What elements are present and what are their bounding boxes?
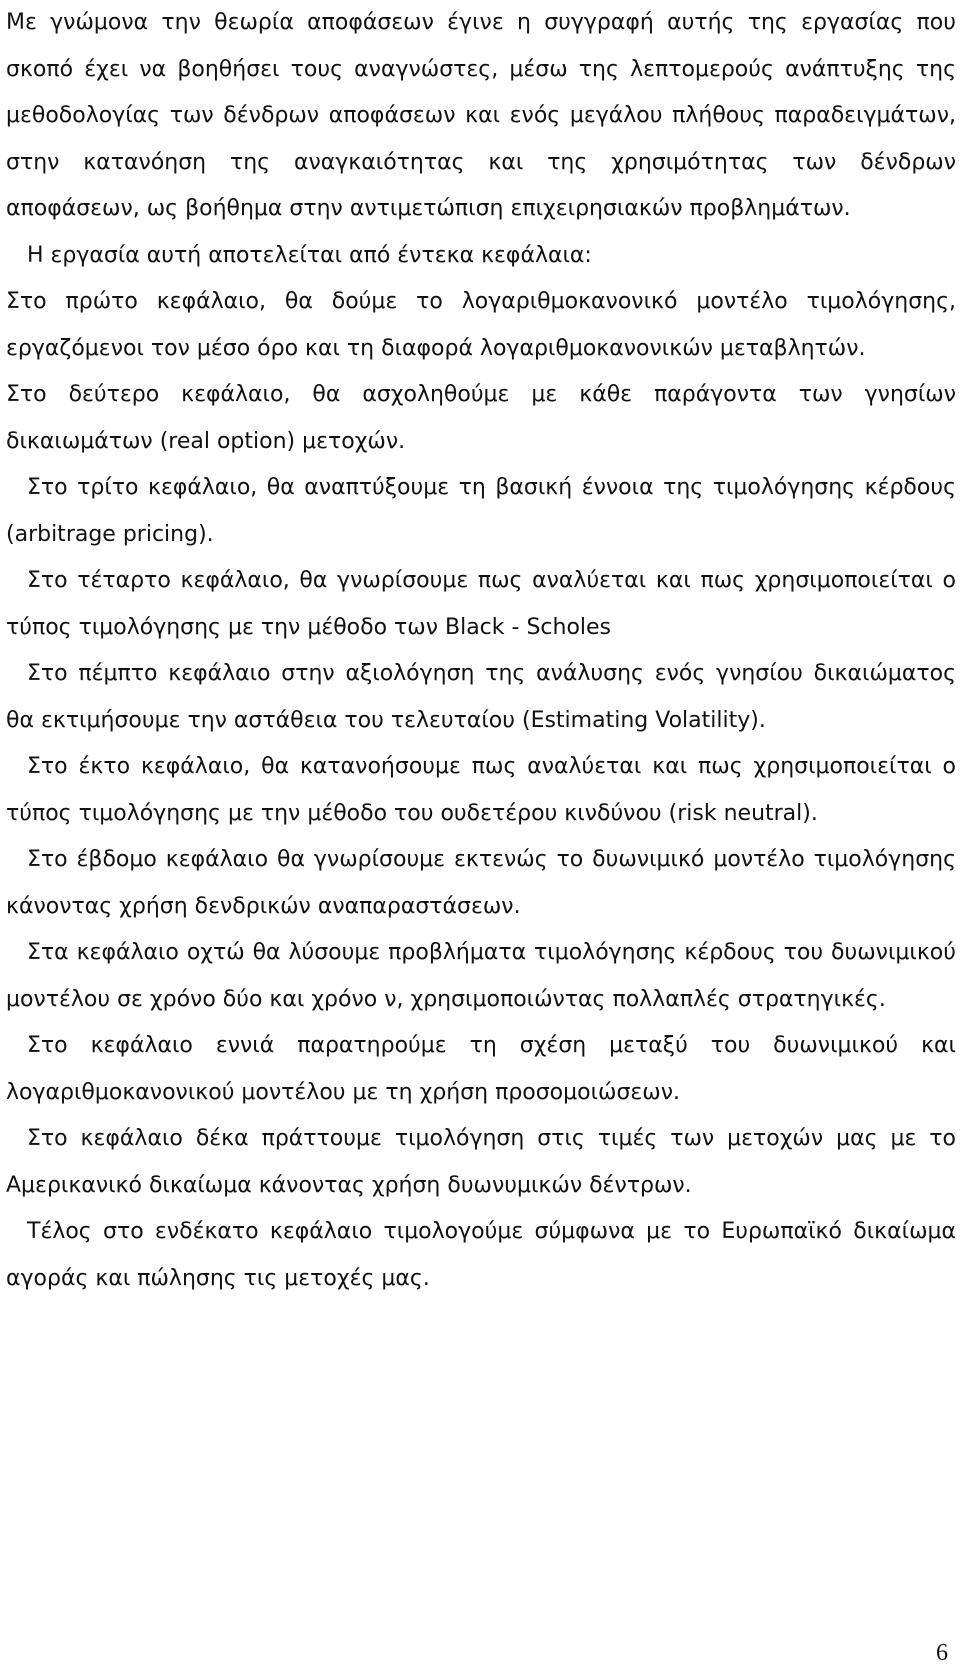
chapter-1-paragraph: Στο πρώτο κεφάλαιο, θα δούμε το λογαριθμοκανονικό μοντέλο τιμολόγησης, εργαζόμενοι τον μέσο όρο και τη διαφορά λογαριθμοκανονικών μεταβλητών. xyxy=(6,289,956,361)
body-text xyxy=(6,0,956,1302)
chapter-3-paragraph: Στο τρίτο κεφάλαιο, θα αναπτύξουμε τη βασική έννοια της τιμολόγησης κέρδους (arbitrage pricing). xyxy=(6,475,956,547)
intro-paragraph: Με γνώμονα την θεωρία αποφάσεων έγινε η συγγραφή αυτής της εργασίας που σκοπό έχει να βοηθήσει τους αναγνώστες, μέσω της λεπτομερούς ανάπτυξης της μεθοδολογίας των δένδρων αποφάσεων και ενός μεγάλου πλήθους παραδειγμάτων, στην κατανόηση της αναγκαιότητας και της χρησιμότητας των δένδρων αποφάσεων, ως βοήθημα στην αντιμετώπιση επιχειρησιακών προβλημάτων. xyxy=(6,10,956,221)
chapter-2-paragraph: Στο δεύτερο κεφάλαιο, θα ασχοληθούμε με κάθε παράγοντα των γνησίων δικαιωμάτων (real option) μετοχών. xyxy=(6,382,956,454)
chapter-8-paragraph: Στα κεφάλαιο οχτώ θα λύσουμε προβλήματα τιμολόγησης κέρδους του δυωνιμικού μοντέλου σε χρόνο δύο και χρόνο ν, χρησιμοποιώντας πολλαπλές στρατηγικές. xyxy=(6,940,956,1012)
chapter-6-paragraph: Στο έκτο κεφάλαιο, θα κατανοήσουμε πως αναλύεται και πως χρησιμοποιείται ο τύπος τιμολόγησης με την μέθοδο του ουδετέρου κινδύνου (risk neutral). xyxy=(6,754,956,826)
chapter-5-paragraph: Στο πέμπτο κεφάλαιο στην αξιολόγηση της ανάλυσης ενός γνησίου δικαιώματος θα εκτιμήσουμε την αστάθεια του τελευταίου (Estimating Volatility). xyxy=(6,661,956,733)
chapter-10-paragraph: Στο κεφάλαιο δέκα πράττουμε τιμολόγηση στις τιμές των μετοχών μας με το Αμερικανικό δικαίωμα κάνοντας χρήση δυωνυμικών δέντρων. xyxy=(6,1126,956,1198)
chapter-9-paragraph: Στο κεφάλαιο εννιά παρατηρούμε τη σχέση μεταξύ του δυωνιμικού και λογαριθμοκανονικού μοντέλου με τη χρήση προσομοιώσεων. xyxy=(6,1033,956,1105)
chapter-7-paragraph: Στο έβδομο κεφάλαιο θα γνωρίσουμε εκτενώς το δυωνιμικό μοντέλο τιμολόγησης κάνοντας χρήση δενδρικών αναπαραστάσεων. xyxy=(6,847,956,919)
chapter-4-paragraph: Στο τέταρτο κεφάλαιο, θα γνωρίσουμε πως αναλύεται και πως χρησιμοποιείται ο τύπος τιμολόγησης με την μέθοδο των Black - Scholes xyxy=(6,568,956,640)
chapters-overview-paragraph: Η εργασία αυτή αποτελείται από έντεκα κεφάλαια: xyxy=(27,242,592,268)
page-number: 6 xyxy=(936,1640,948,1666)
chapter-11-paragraph: Τέλος στο ενδέκατο κεφάλαιο τιμολογούμε σύμφωνα με το Ευρωπαϊκό δικαίωμα αγοράς και πώλησης τις μετοχές μας. xyxy=(6,1219,956,1291)
